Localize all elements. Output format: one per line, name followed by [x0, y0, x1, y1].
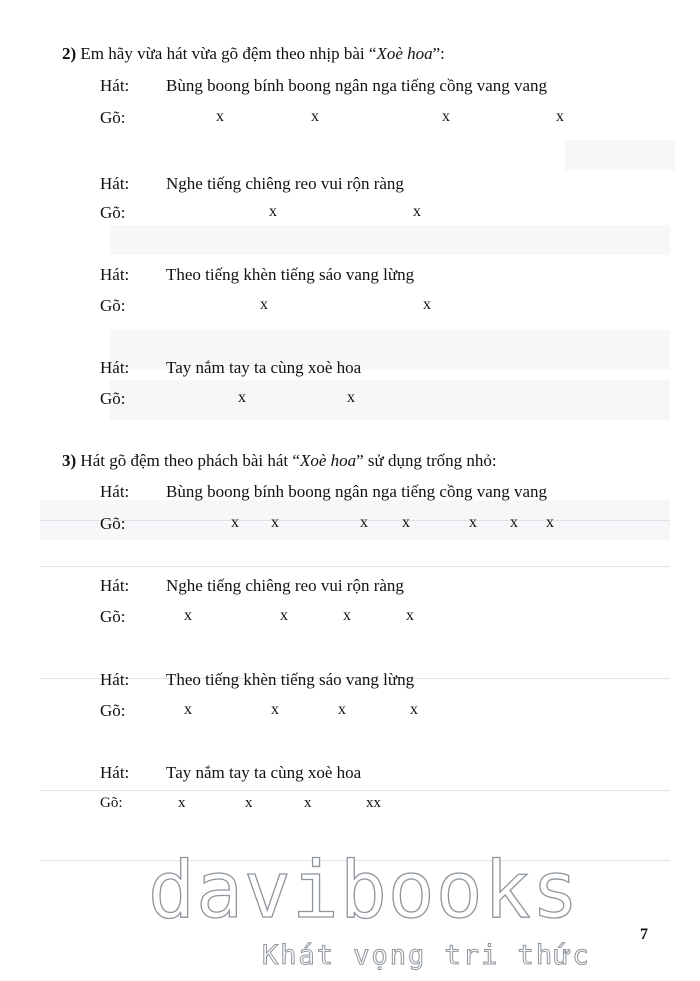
- beat-mark: x: [184, 607, 192, 624]
- beat-mark: x: [216, 108, 224, 125]
- beat-mark: x: [423, 296, 431, 313]
- lyric-line: Nghe tiếng chiêng reo vui rộn ràng: [166, 576, 404, 595]
- go-label: Gõ:: [100, 296, 126, 315]
- beat-mark: x: [269, 203, 277, 220]
- section-number: 3): [62, 451, 77, 470]
- section-text: Em hãy vừa hát vừa gõ đệm theo nhịp bài “: [76, 44, 377, 63]
- beat-mark: x: [469, 514, 477, 531]
- beat-mark: x: [280, 607, 288, 624]
- beat-mark: x: [271, 701, 279, 718]
- beat-mark: x: [510, 514, 518, 531]
- beat-mark: x: [360, 514, 368, 531]
- section-text-end: ”:: [432, 44, 445, 63]
- beat-mark: x: [347, 389, 355, 406]
- section-text-end: ” sử dụng trống nhỏ:: [356, 451, 497, 470]
- beat-mark: x: [413, 203, 421, 220]
- beat-mark: x: [442, 108, 450, 125]
- song-title: Xoè hoa: [299, 451, 357, 470]
- hat-label: Hát:: [100, 265, 130, 284]
- hat-label: Hát:: [100, 358, 130, 377]
- hat-label: Hát:: [100, 482, 130, 501]
- lyric-line: Tay nắm tay ta cùng xoè hoa: [166, 358, 362, 377]
- section-2-heading: [62, 44, 445, 64]
- go-label: Gõ:: [100, 701, 126, 720]
- beat-mark: x: [338, 701, 346, 718]
- hat-label: Hát:: [100, 174, 130, 193]
- beat-mark: x: [231, 514, 239, 531]
- beat-mark: x: [343, 607, 351, 624]
- beat-mark: xx: [366, 795, 381, 811]
- beat-mark: x: [178, 795, 186, 811]
- go-label: Gõ:: [100, 389, 126, 408]
- beat-mark: x: [402, 514, 410, 531]
- go-label: Gõ:: [100, 607, 126, 626]
- beat-mark: x: [410, 701, 418, 718]
- go-label: Gõ:: [100, 795, 123, 811]
- hat-label: Hát:: [100, 763, 130, 782]
- go-label: Gõ:: [100, 203, 126, 222]
- go-label: Gõ:: [100, 108, 126, 127]
- page-number: 7: [640, 926, 648, 943]
- song-title: Xoè hoa: [376, 44, 433, 63]
- beat-mark: x: [238, 389, 246, 406]
- lyric-line: Theo tiếng khèn tiếng sáo vang lừng: [166, 265, 415, 284]
- go-label: Gõ:: [100, 514, 126, 533]
- section-3-heading: [62, 451, 497, 471]
- lyric-line: Bùng boong bính boong ngân nga tiếng cồng vang vang: [166, 76, 548, 95]
- watermark-brand: davibooks: [148, 846, 580, 936]
- lyric-line: Tay nắm tay ta cùng xoè hoa: [166, 763, 362, 782]
- beat-mark: x: [546, 514, 554, 531]
- beat-mark: x: [245, 795, 253, 811]
- beat-mark: x: [556, 108, 564, 125]
- hat-label: Hát:: [100, 576, 130, 595]
- beat-mark: x: [184, 701, 192, 718]
- lyric-line: Bùng boong bính boong ngân nga tiếng cồng vang vang: [166, 482, 548, 501]
- beat-mark: x: [406, 607, 414, 624]
- lyric-line: Theo tiếng khèn tiếng sáo vang lừng: [166, 670, 415, 689]
- hat-label: Hát:: [100, 76, 130, 95]
- section-number: 2): [62, 44, 77, 63]
- section-text: Hát gõ đệm theo phách bài hát “: [76, 451, 300, 470]
- lyric-line: Nghe tiếng chiêng reo vui rộn ràng: [166, 174, 404, 193]
- watermark-tagline: Khát vọng tri thức: [262, 940, 591, 971]
- beat-mark: x: [260, 296, 268, 313]
- beat-mark: x: [311, 108, 319, 125]
- hat-label: Hát:: [100, 670, 130, 689]
- beat-mark: x: [271, 514, 279, 531]
- beat-mark: x: [304, 795, 312, 811]
